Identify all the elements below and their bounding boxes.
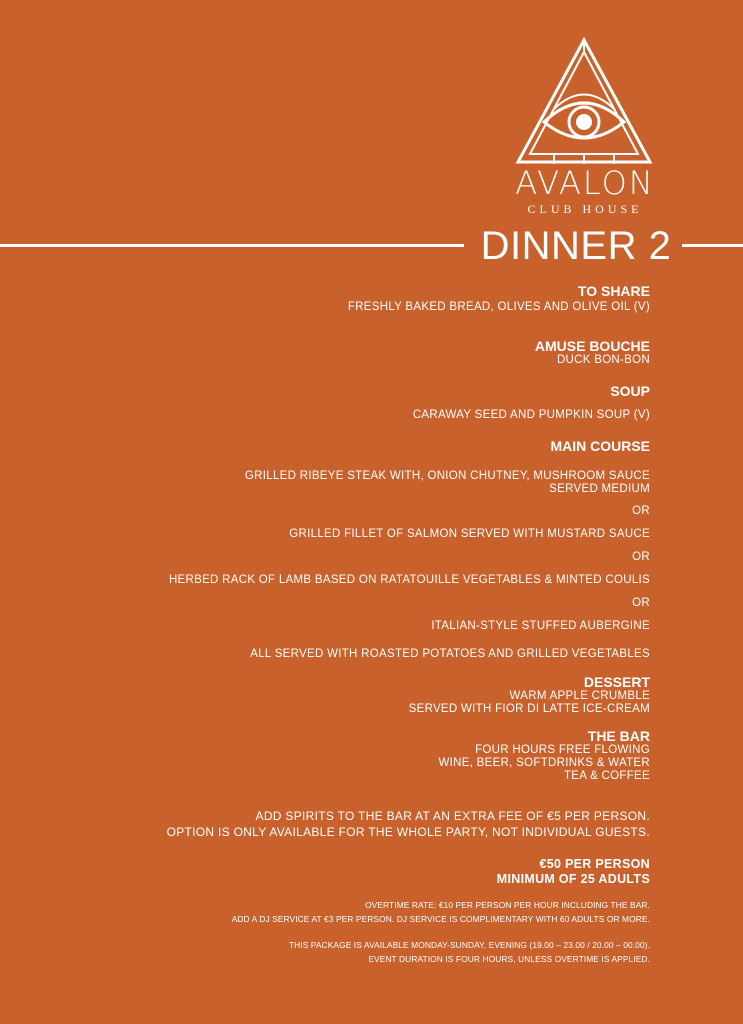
note-duration: EVENT DURATION IS FOUR HOURS, UNLESS OVERTIME IS APPLIED. xyxy=(368,954,650,964)
price-minimum: MINIMUM OF 25 ADULTS xyxy=(496,872,650,886)
soup-line: CARAWAY SEED AND PUMPKIN SOUP (V) xyxy=(412,409,650,421)
divider-right xyxy=(682,244,743,247)
amuse-line: DUCK BON-BON xyxy=(556,354,650,366)
main-sides: ALL SERVED WITH ROASTED POTATOES AND GRILLED VEGETABLES xyxy=(250,648,650,660)
heading-to-share: TO SHARE xyxy=(577,283,650,299)
brand-subtitle: CLUB HOUSE xyxy=(527,202,643,216)
or-separator: OR xyxy=(632,551,650,563)
spirits-line-2: OPTION IS ONLY AVAILABLE FOR THE WHOLE PARTY, NOT INDIVIDUAL GUESTS. xyxy=(166,825,650,839)
bar-line-1: FOUR HOURS FREE FLOWING xyxy=(475,744,650,756)
bar-line-3: TEA & COFFEE xyxy=(563,770,650,782)
main-option-3: HERBED RACK OF LAMB BASED ON RATATOUILLE VEGETABLES & MINTED COULIS xyxy=(168,574,650,586)
note-overtime: OVERTIME RATE: €10 PER PERSON PER HOUR INCLUDING THE BAR. xyxy=(365,900,650,910)
spirits-line-1: ADD SPIRITS TO THE BAR AT AN EXTRA FEE OF €5 PER PERSON. xyxy=(255,809,650,823)
note-dj: ADD A DJ SERVICE AT €3 PER PERSON. DJ SERVICE IS COMPLIMENTARY WITH 60 ADULTS OR MORE. xyxy=(231,914,650,924)
or-separator: OR xyxy=(632,597,650,609)
dessert-line-1: WARM APPLE CRUMBLE xyxy=(509,690,650,702)
brand-name: AVALON xyxy=(515,164,655,202)
bar-line-2: WINE, BEER, SOFTDRINKS & WATER xyxy=(438,757,650,769)
heading-amuse-bouche: AMUSE BOUCHE xyxy=(534,338,650,354)
divider-left xyxy=(0,244,464,247)
share-line: FRESHLY BAKED BREAD, OLIVES AND OLIVE OIL (V) xyxy=(347,301,650,313)
brand xyxy=(500,166,670,217)
heading-soup: SOUP xyxy=(610,383,650,399)
main-option-4: ITALIAN-STYLE STUFFED AUBERGINE xyxy=(431,620,650,632)
or-separator: OR xyxy=(632,505,650,517)
price-per-person: €50 PER PERSON xyxy=(539,857,650,871)
heading-main-course: MAIN COURSE xyxy=(550,438,650,454)
heading-dessert: DESSERT xyxy=(583,674,650,690)
main-option-1-note: SERVED MEDIUM xyxy=(549,483,650,495)
dessert-line-2: SERVED WITH FIOR DI LATTE ICE-CREAM xyxy=(408,703,650,715)
heading-the-bar: THE BAR xyxy=(587,728,650,744)
note-availability: THIS PACKAGE IS AVAILABLE MONDAY-SUNDAY, EVENING (19.00 – 23.00 / 20.00 – 00.00). xyxy=(288,940,650,950)
main-option-1: GRILLED RIBEYE STEAK WITH, ONION CHUTNEY, MUSHROOM SAUCE xyxy=(244,470,650,482)
menu-body xyxy=(50,283,650,965)
main-option-2: GRILLED FILLET OF SALMON SERVED WITH MUSTARD SAUCE xyxy=(289,528,650,540)
page-title: DINNER 2 xyxy=(480,224,672,268)
